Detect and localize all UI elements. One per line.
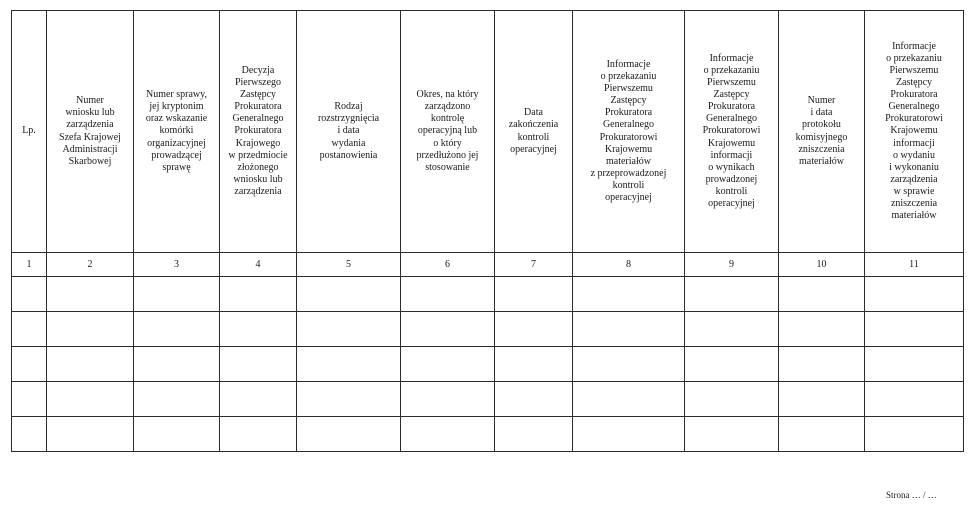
table-cell xyxy=(685,382,779,417)
header-destruction-protocol: Numer i data protokołu komisyjnego zniszczenia materiałów xyxy=(779,11,865,253)
table-cell xyxy=(220,417,297,452)
column-number: 5 xyxy=(297,253,401,277)
page-number-label: Strona … / … xyxy=(886,490,937,500)
column-number: 1 xyxy=(12,253,47,277)
table-cell xyxy=(297,277,401,312)
table-cell xyxy=(573,417,685,452)
header-end-date: Data zakończenia kontroli operacyjnej xyxy=(495,11,573,253)
table-cell xyxy=(12,347,47,382)
table-cell xyxy=(779,312,865,347)
table-cell xyxy=(297,347,401,382)
table-cell xyxy=(779,347,865,382)
header-control-period: Okres, na który zarządzono kontrolę operacyjną lub o który przedłużono jej stosowanie xyxy=(401,11,495,253)
table-cell xyxy=(865,312,964,347)
table-cell xyxy=(47,277,134,312)
table-cell xyxy=(47,417,134,452)
table-cell xyxy=(495,382,573,417)
column-number-row xyxy=(12,253,964,277)
table-cell xyxy=(12,417,47,452)
operational-control-register-table xyxy=(11,10,964,452)
table-cell xyxy=(573,347,685,382)
table-row xyxy=(12,382,964,417)
table-cell xyxy=(47,312,134,347)
table-cell xyxy=(779,417,865,452)
header-lp: Lp. xyxy=(12,11,47,253)
table-cell xyxy=(685,347,779,382)
column-number: 10 xyxy=(779,253,865,277)
header-destruction-order-info: Informacje o przekazaniu Pierwszemu Zastępcy Prokuratora Generalnego Prokuratorowi Krajowemu informacji o wydaniu i wykonaniu zarządzenia w sprawie zniszczenia materiałów xyxy=(865,11,964,253)
table-cell xyxy=(220,277,297,312)
table-cell xyxy=(297,312,401,347)
table-cell xyxy=(220,382,297,417)
table-cell xyxy=(12,312,47,347)
column-number: 3 xyxy=(134,253,220,277)
table-cell xyxy=(220,347,297,382)
table-row xyxy=(12,312,964,347)
table-cell xyxy=(495,417,573,452)
table-cell xyxy=(865,382,964,417)
column-number: 2 xyxy=(47,253,134,277)
table-cell xyxy=(495,347,573,382)
column-number: 4 xyxy=(220,253,297,277)
table-cell xyxy=(134,347,220,382)
table-cell xyxy=(401,417,495,452)
header-request-number: Numer wniosku lub zarządzenia Szefa Krajowej Administracji Skarbowej xyxy=(47,11,134,253)
header-results-transfer: Informacje o przekazaniu Pierwszemu Zastępcy Prokuratora Generalnego Prokuratorowi Krajowemu informacji o wynikach prowadzonej kontroli operacyjnej xyxy=(685,11,779,253)
table-row xyxy=(12,277,964,312)
table-cell xyxy=(401,382,495,417)
table-cell xyxy=(401,347,495,382)
table-cell xyxy=(134,417,220,452)
table-cell xyxy=(401,277,495,312)
empty-rows-body xyxy=(12,277,964,452)
column-number: 9 xyxy=(685,253,779,277)
column-number: 11 xyxy=(865,253,964,277)
table-cell xyxy=(779,382,865,417)
table-cell xyxy=(134,382,220,417)
table-cell xyxy=(47,347,134,382)
table-cell xyxy=(685,417,779,452)
table-cell xyxy=(134,277,220,312)
column-number: 7 xyxy=(495,253,573,277)
table-cell xyxy=(573,382,685,417)
header-case-number: Numer sprawy, jej kryptonim oraz wskazanie komórki organizacyjnej prowadzącej sprawę xyxy=(134,11,220,253)
table-row xyxy=(12,347,964,382)
table-cell xyxy=(573,277,685,312)
table-cell xyxy=(12,382,47,417)
table-cell xyxy=(401,312,495,347)
table-cell xyxy=(220,312,297,347)
table-cell xyxy=(865,277,964,312)
table-cell xyxy=(12,277,47,312)
table-row xyxy=(12,417,964,452)
column-number: 6 xyxy=(401,253,495,277)
header-prosecutor-decision: Decyzja Pierwszego Zastępcy Prokuratora Generalnego Prokuratora Krajowego w przedmiocie złożonego wniosku lub zarządzenia xyxy=(220,11,297,253)
table-cell xyxy=(297,417,401,452)
header-materials-transfer: Informacje o przekazaniu Pierwszemu Zastępcy Prokuratora Generalnego Prokuratorowi Krajowemu materiałów z przeprowadzonej kontroli operacyjnej xyxy=(573,11,685,253)
table-cell xyxy=(865,347,964,382)
table-cell xyxy=(495,312,573,347)
table-cell xyxy=(573,312,685,347)
table-cell xyxy=(685,277,779,312)
column-number: 8 xyxy=(573,253,685,277)
table-cell xyxy=(297,382,401,417)
table-cell xyxy=(779,277,865,312)
table-cell xyxy=(495,277,573,312)
table-cell xyxy=(47,382,134,417)
table-cell xyxy=(685,312,779,347)
table-cell xyxy=(134,312,220,347)
header-row xyxy=(12,11,964,253)
header-resolution-type: Rodzaj rozstrzygnięcia i data wydania postanowienia xyxy=(297,11,401,253)
table-cell xyxy=(865,417,964,452)
